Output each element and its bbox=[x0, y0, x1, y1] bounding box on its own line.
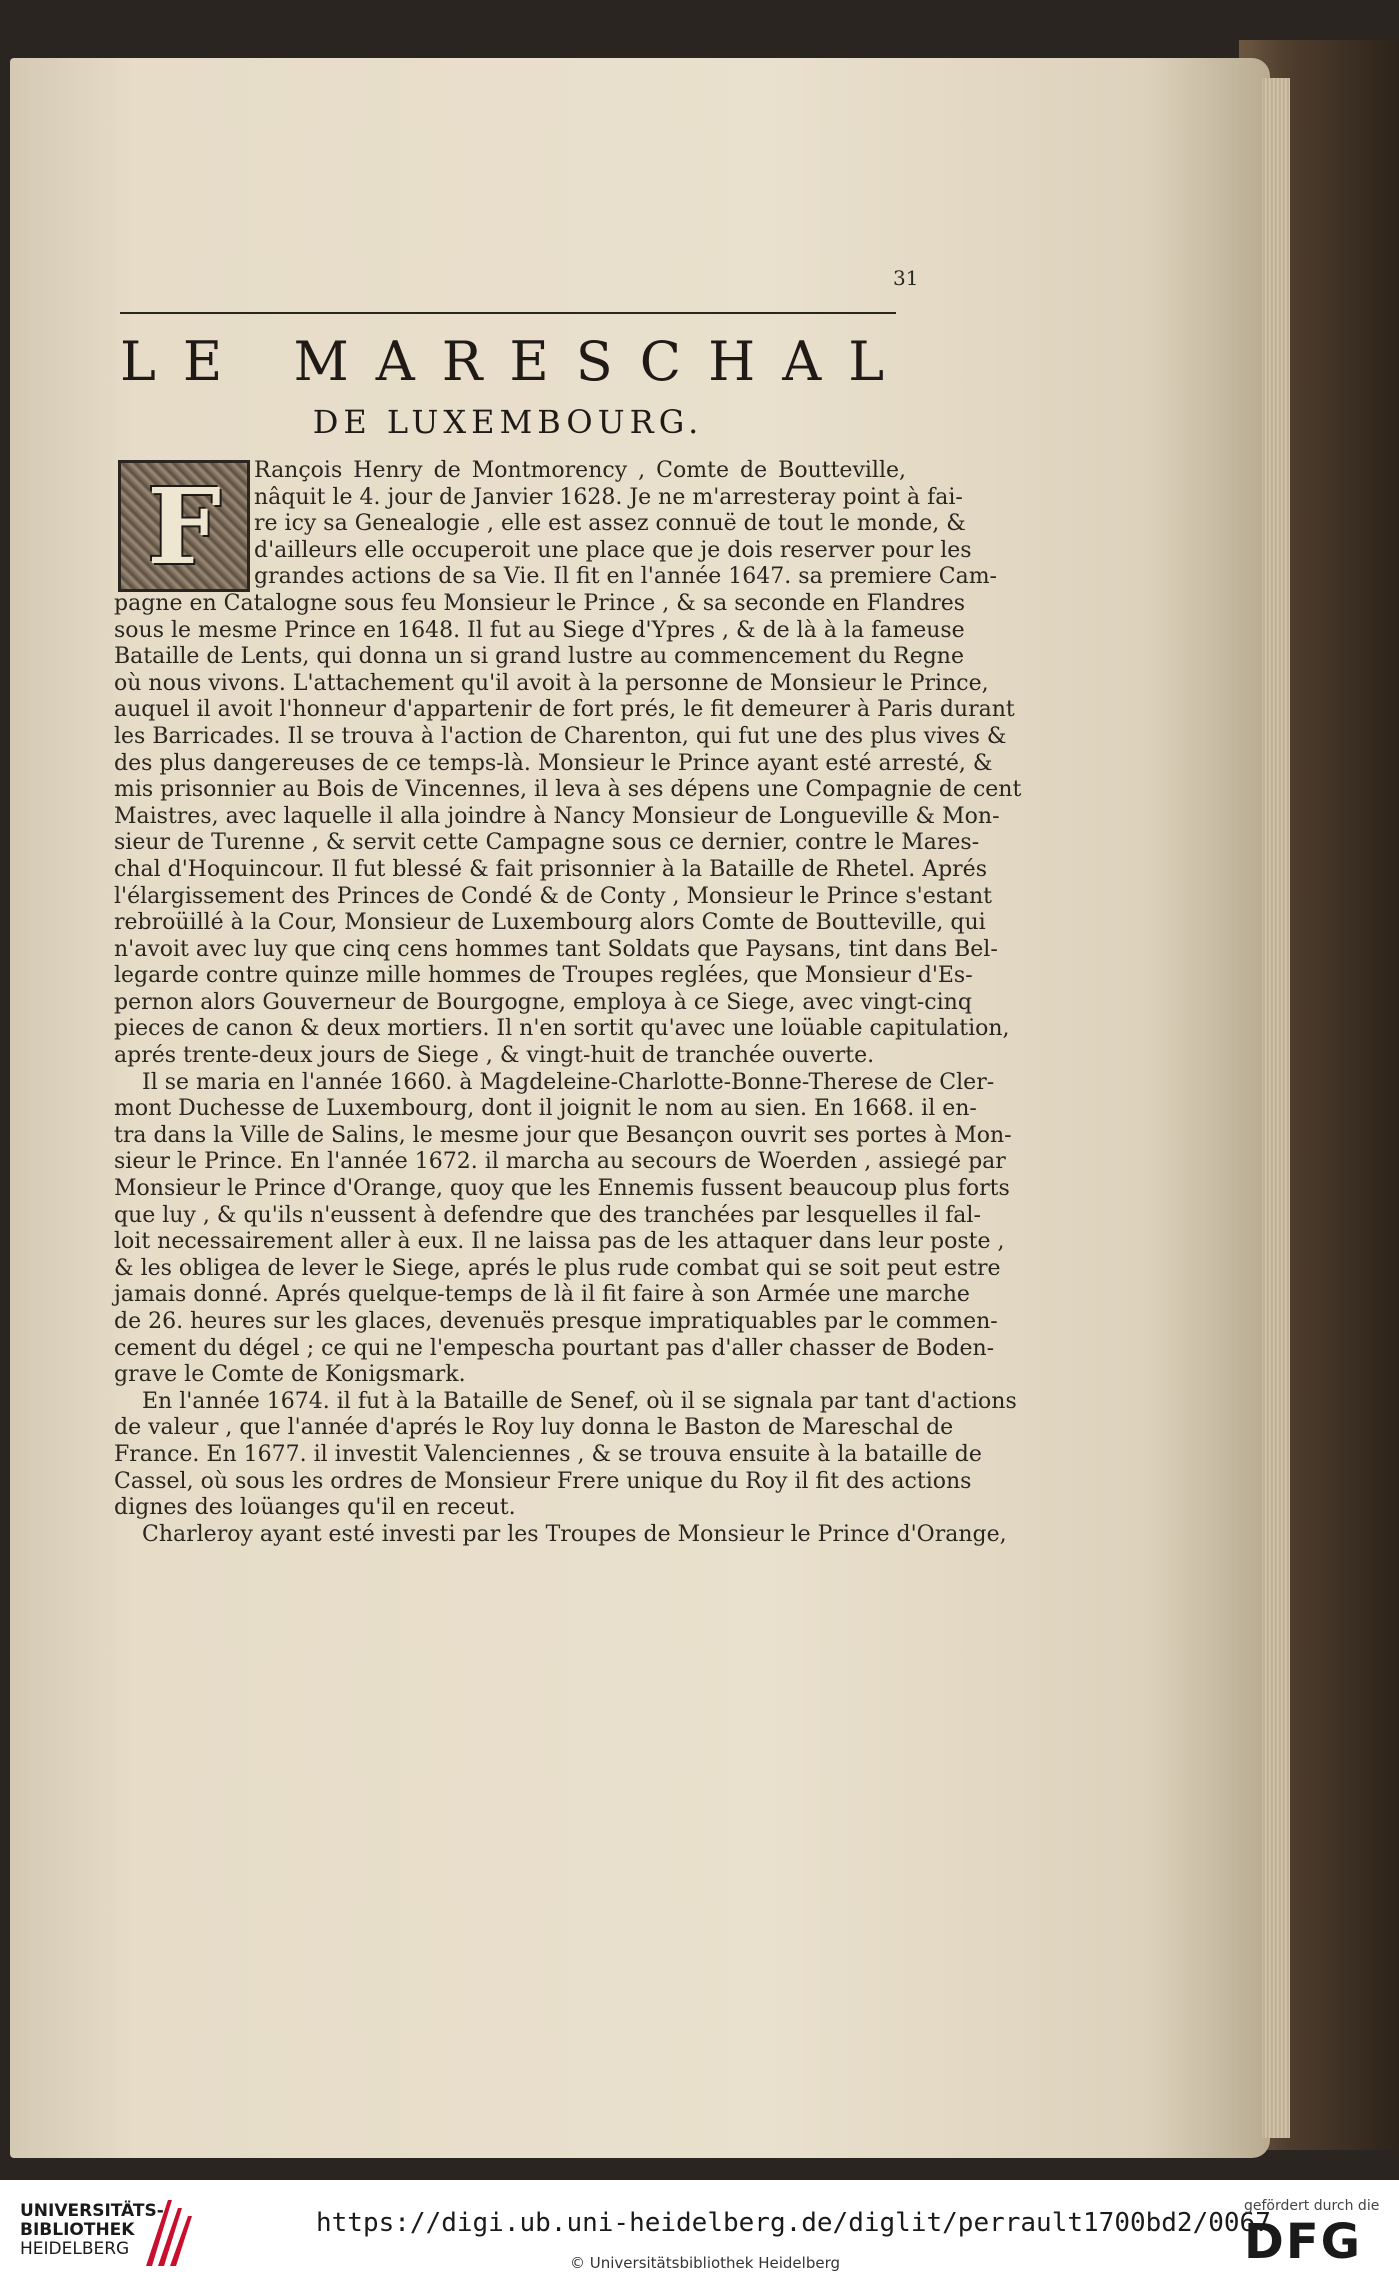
text-line: legarde contre quinze mille hommes de Troupes reglées, que Monsieur d'Es- bbox=[114, 963, 973, 989]
body-text bbox=[114, 458, 1022, 1548]
text-line: auquel il avoit l'honneur d'appartenir de fort prés, le fit demeurer à Paris durant bbox=[114, 697, 1015, 723]
text-line: grandes actions de sa Vie. Il fit en l'année 1647. sa premiere Cam- bbox=[254, 564, 997, 590]
text-line: aprés trente-deux jours de Siege , & vingt-huit de tranchée ouverte. bbox=[114, 1043, 875, 1069]
text-line: où nous vivons. L'attachement qu'il avoit à la personne de Monsieur le Prince, bbox=[114, 670, 989, 696]
text-line: rebroüillé à la Cour, Monsieur de Luxembourg alors Comte de Boutteville, qui bbox=[114, 910, 986, 936]
text-line: & les obligea de lever le Siege, aprés le plus rude combat qui se soit peut estre bbox=[114, 1255, 1001, 1281]
text-line: nâquit le 4. jour de Janvier 1628. Je ne m'arresteray point à fai- bbox=[254, 484, 963, 510]
text-line: France. En 1677. il investit Valenciennes , & se trouva ensuite à la bataille de bbox=[114, 1441, 982, 1467]
text-line: n'avoit avec luy que cinq cens hommes tant Soldats que Paysans, tint dans Bel- bbox=[114, 936, 998, 962]
library-name-line1: UNIVERSITÄTS- bbox=[20, 2201, 164, 2221]
text-line: de valeur , que l'année d'aprés le Roy luy donna le Baston de Mareschal de bbox=[114, 1415, 954, 1441]
dfg-logo[interactable]: DFG bbox=[1244, 2214, 1363, 2270]
text-line: sieur de Turenne , & servit cette Campagne sous ce dernier, contre le Mares- bbox=[114, 830, 980, 856]
text-line: cement du dégel ; ce qui ne l'empescha pourtant pas d'aller chasser de Boden- bbox=[114, 1335, 995, 1361]
text-line: Il se maria en l'année 1660. à Magdeleine-Charlotte-Bonne-Therese de Cler- bbox=[142, 1069, 995, 1095]
text-line: de 26. heures sur les glaces, devenuës presque impratiquables par le commen- bbox=[114, 1309, 998, 1334]
text-line: les Barricades. Il se trouva à l'action de Charenton, qui fut une des plus vives & bbox=[114, 723, 1007, 749]
text-line: Cassel, où sous les ordres de Monsieur Frere unique du Roy il fit des actions bbox=[114, 1468, 972, 1494]
text-line: des plus dangereuses de ce temps-là. Monsieur le Prince ayant esté arresté, & bbox=[114, 750, 993, 776]
text-line: mont Duchesse de Luxembourg, dont il joignit le nom au sien. En 1668. il en- bbox=[114, 1096, 977, 1122]
text-line: chal d'Hoquincour. Il fut blessé & fait prisonnier à la Bataille de Rhetel. Aprés bbox=[114, 856, 987, 882]
library-mark-icon bbox=[142, 2196, 194, 2268]
text-line: l'élargissement des Princes de Condé & de Conty , Monsieur le Prince s'estant bbox=[114, 883, 993, 909]
text-line: En l'année 1674. il fut à la Bataille de Senef, où il se signala par tant d'actions bbox=[142, 1388, 1017, 1414]
text-line: Monsieur le Prince d'Orange, quoy que les Ennemis fussent beaucoup plus forts bbox=[114, 1176, 1010, 1202]
text-line: pagne en Catalogne sous feu Monsieur le Prince , & sa seconde en Flandres bbox=[114, 590, 966, 616]
text-line: Charleroy ayant esté investi par les Troupes de Monsieur le Prince d'Orange, bbox=[142, 1521, 1007, 1547]
text-line: pernon alors Gouverneur de Bourgogne, employa à ce Siege, avec vingt-cinq bbox=[114, 989, 972, 1015]
drop-cap-letter: F bbox=[147, 464, 221, 588]
page-title: LE MARESCHAL bbox=[120, 330, 912, 393]
header-rule bbox=[120, 312, 896, 314]
text-line: tra dans la Ville de Salins, le mesme jour que Besançon ouvrit ses portes à Mon- bbox=[114, 1122, 1012, 1148]
page-number: 31 bbox=[893, 266, 919, 290]
library-name-line2: BIBLIOTHEK bbox=[20, 2220, 135, 2240]
text-line: grave le Comte de Konigsmark. bbox=[114, 1362, 466, 1388]
text-line: jamais donné. Aprés quelque-temps de là il fit faire à son Armée une marche bbox=[114, 1282, 970, 1308]
funder-label: gefördert durch die bbox=[1244, 2198, 1380, 2214]
copyright-notice: © Universitätsbibliothek Heidelberg bbox=[570, 2254, 841, 2272]
text-line: pieces de canon & deux mortiers. Il n'en sortit qu'avec une loüable capitulation, bbox=[114, 1016, 1010, 1042]
text-line: que luy , & qu'ils n'eussent à defendre que des tranchées par lesquelles il fal- bbox=[114, 1202, 981, 1228]
text-line: sieur le Prince. En l'année 1672. il marcha au secours de Woerden , assiegé par bbox=[114, 1149, 1006, 1175]
text-line: sous le mesme Prince en 1648. Il fut au Siege d'Ypres , & de là à la fameuse bbox=[114, 617, 965, 643]
permalink-url[interactable]: https://digi.ub.uni-heidelberg.de/diglit/perrault1700bd2/0067 bbox=[316, 2208, 1271, 2238]
library-name-line3: HEIDELBERG bbox=[20, 2239, 130, 2259]
text-line: loit necessairement aller à eux. Il ne laissa pas de les attaquer dans leur poste , bbox=[114, 1229, 1005, 1255]
text-line: mis prisonnier au Bois de Vincennes, il leva à ses dépens une Compagnie de cent bbox=[114, 777, 1022, 803]
page-stack-edge bbox=[1262, 78, 1290, 2138]
text-line: Rançois Henry de Montmorency , Comte de Boutteville, bbox=[254, 458, 906, 483]
text-line: Maistres, avec laquelle il alla joindre à Nancy Monsieur de Longueville & Mon- bbox=[114, 803, 1000, 829]
text-line: dignes des loüanges qu'il en receut. bbox=[114, 1495, 516, 1521]
text-line: Bataille de Lents, qui donna un si grand lustre au commencement du Regne bbox=[114, 644, 964, 670]
text-line: d'ailleurs elle occuperoit une place que je dois reserver pour les bbox=[254, 537, 972, 563]
page-subtitle: DE LUXEMBOURG. bbox=[312, 403, 704, 441]
text-line: re icy sa Genealogie , elle est assez connuë de tout le monde, & bbox=[254, 511, 966, 537]
